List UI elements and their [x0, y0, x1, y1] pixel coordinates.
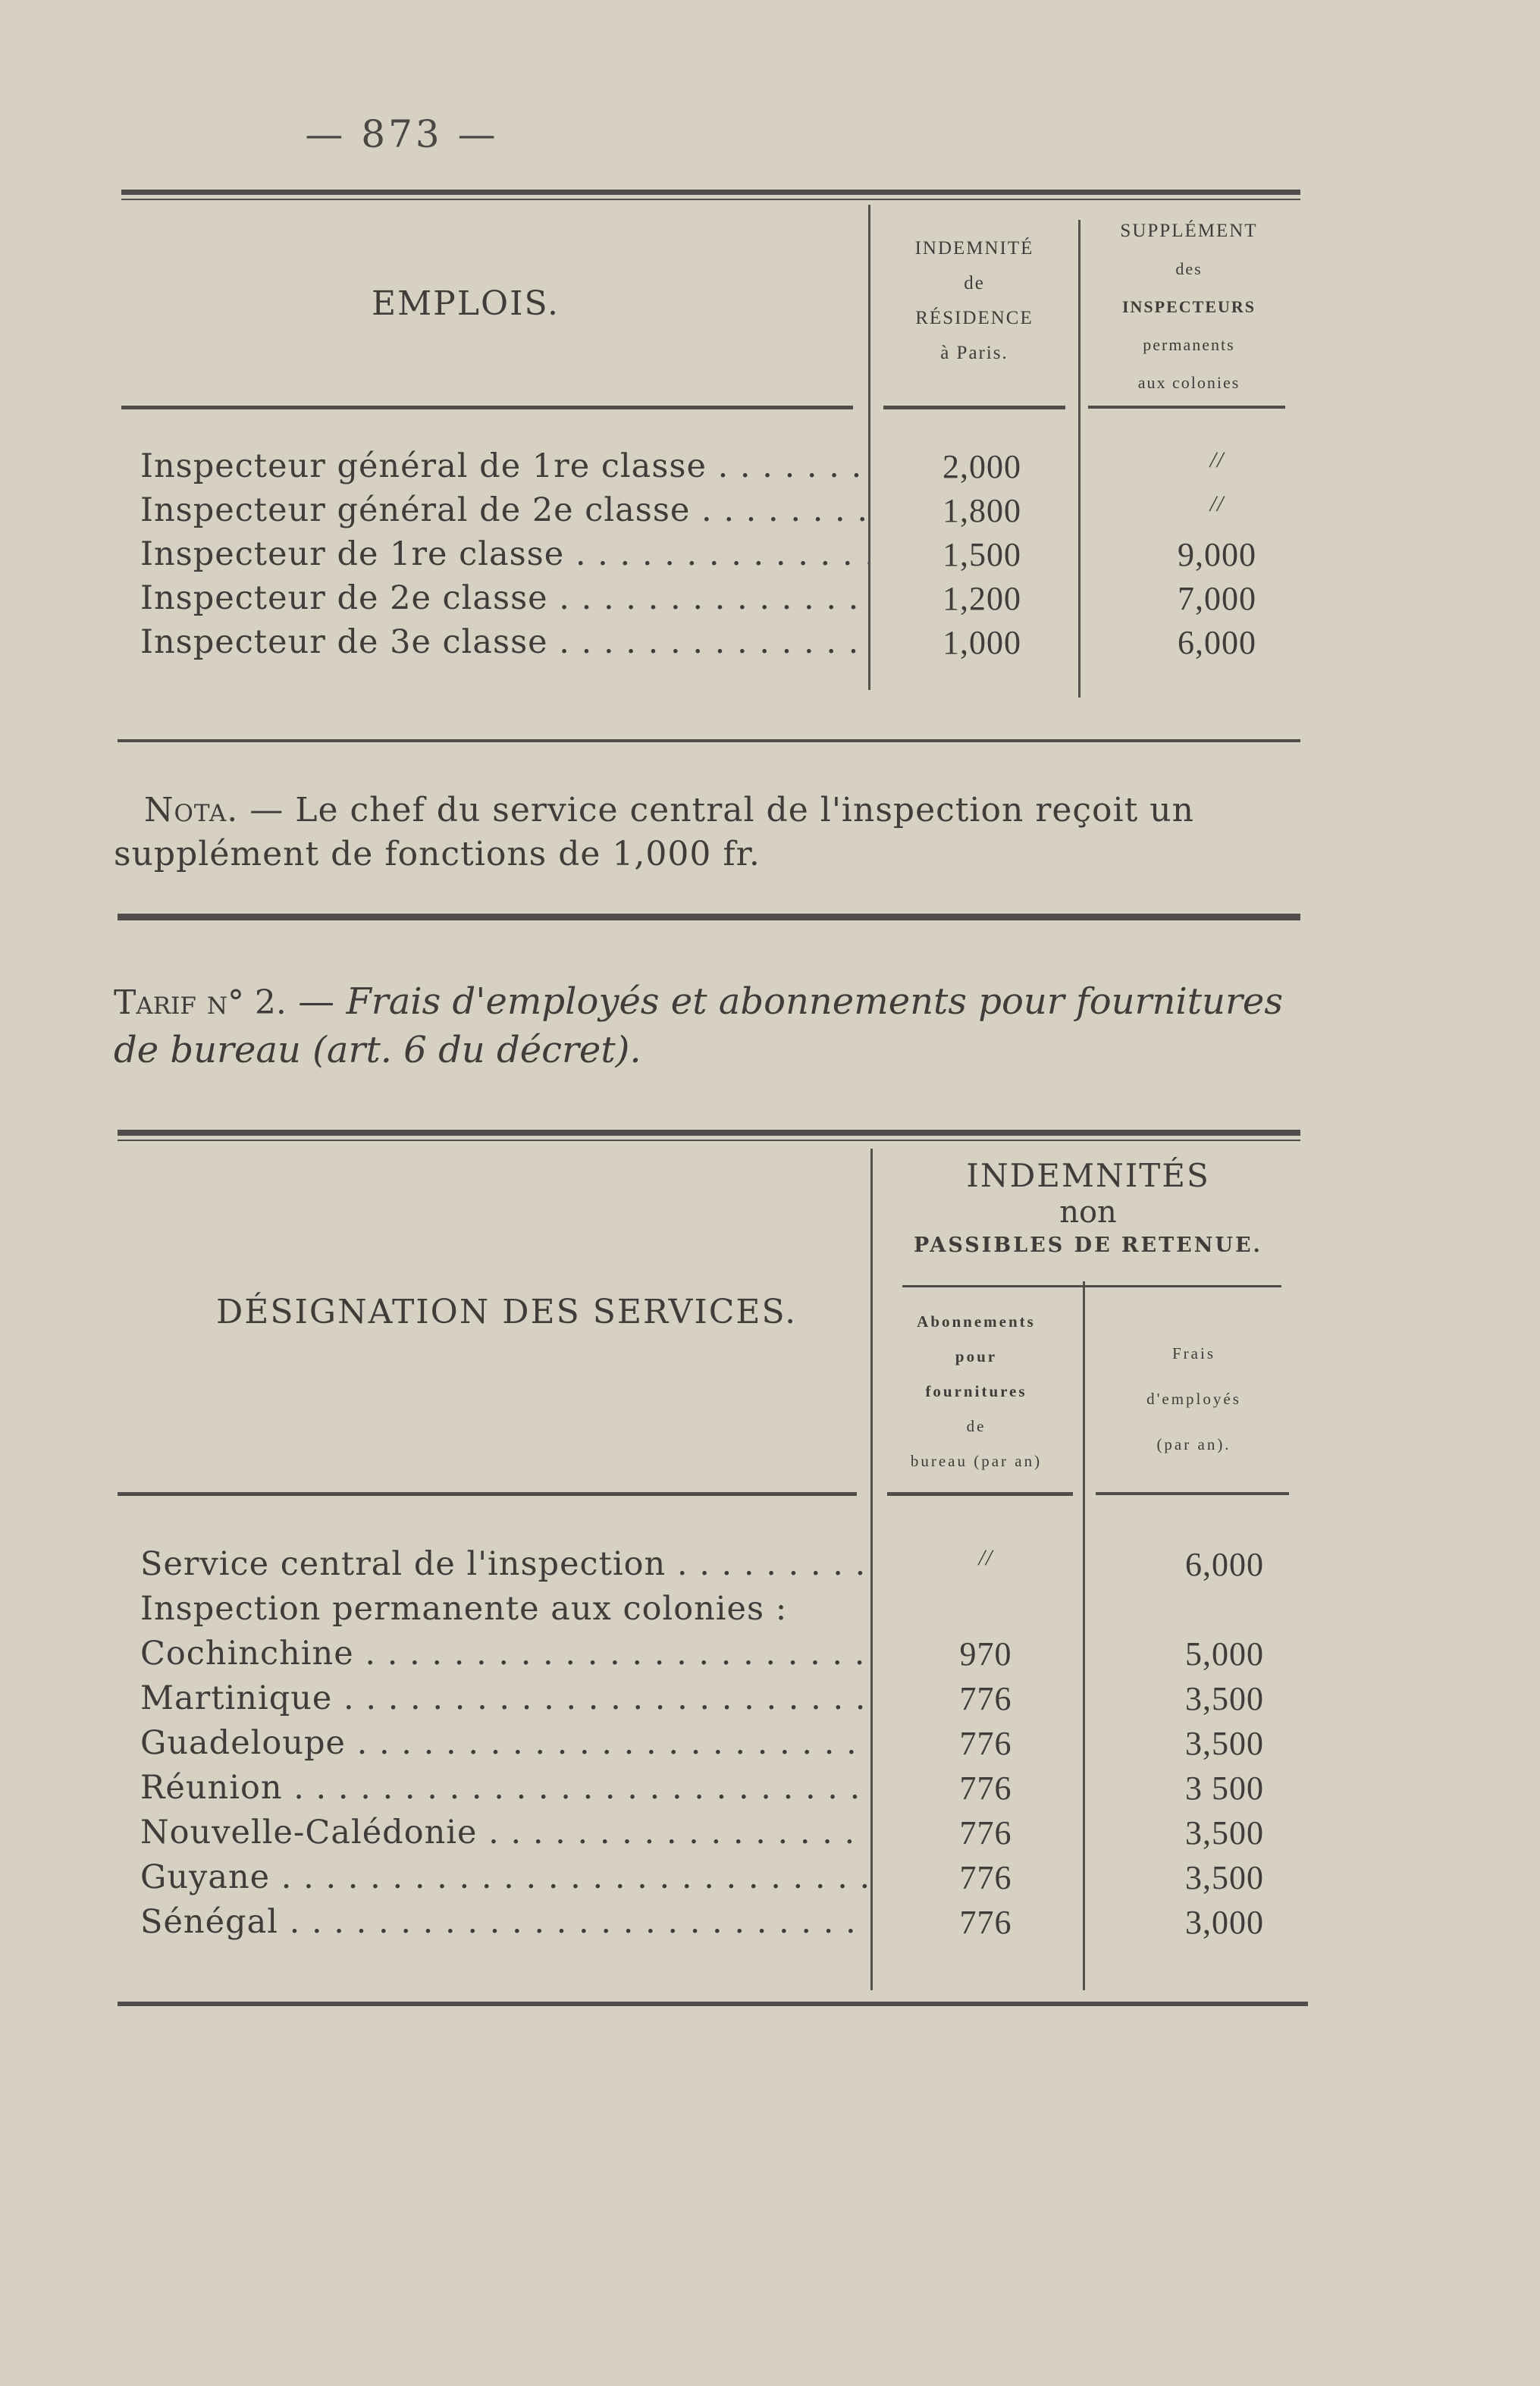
- abonnement-value: 776: [959, 1680, 1012, 1717]
- table1-top-rule-thin: [121, 199, 1300, 200]
- tarif-heading: [114, 978, 1327, 1074]
- abonnement-value: 776: [959, 1859, 1012, 1896]
- row-label: Guyane . . .: [140, 1858, 868, 1896]
- section-rule: [118, 914, 1300, 920]
- table2-group-rule: [902, 1285, 1281, 1287]
- table2-header-group: INDEMNITÉS non PASSIBLES DE RETENUE.: [914, 1157, 1262, 1257]
- frais-value: 3,500: [1185, 1814, 1264, 1851]
- abonnement-value: 776: [959, 1725, 1012, 1762]
- tarif-lead: Tarif n° 2.: [114, 983, 287, 1022]
- table2-top-rule-thin: [118, 1140, 1300, 1141]
- tarif-title: Frais d'employés et abonnements pour fournitures de bureau (art. 6 du décret).: [114, 980, 1283, 1071]
- row-label: Inspection permanente aux colonies :: [140, 1590, 788, 1628]
- row-label: Sénégal . . .: [140, 1903, 868, 1941]
- tarif-dash: —: [286, 980, 347, 1023]
- table2-header-designation: DÉSIGNATION DES SERVICES.: [216, 1293, 798, 1331]
- row-label: Inspecteur de 3e classe . . .: [140, 623, 868, 661]
- frais-value: 3 500: [1185, 1770, 1264, 1807]
- residence-value: 1,500: [943, 536, 1021, 573]
- row-label: Inspecteur général de 1re classe . . .: [140, 447, 868, 485]
- supplement-value: //: [1209, 447, 1225, 472]
- supplement-value: 9,000: [1178, 536, 1256, 573]
- abonnement-value: //: [978, 1545, 993, 1570]
- table1-header-rule-3: [1088, 406, 1285, 409]
- row-label: Nouvelle-Calédonie . . .: [140, 1814, 868, 1851]
- row-label: Guadeloupe . . .: [140, 1724, 868, 1762]
- table2-bottom-rule: [118, 2002, 1308, 2006]
- table1-header-supplement: SUPPLÉMENT des INSPECTEURS permanents aux colonies: [1120, 221, 1258, 392]
- frais-value: 3,000: [1185, 1904, 1264, 1941]
- row-label: Réunion . . .: [140, 1769, 868, 1807]
- abonnement-value: 776: [959, 1770, 1012, 1807]
- nota-text: — Le chef du service central de l'inspection reçoit un supplément de fonctions de 1,000 fr.: [114, 791, 1194, 873]
- table2-header-frais: Frais d'employés (par an).: [1146, 1344, 1241, 1453]
- table2-top-rule: [118, 1130, 1300, 1136]
- supplement-value: 6,000: [1178, 624, 1256, 661]
- nota-paragraph: [114, 789, 1312, 876]
- table2-header-rule-1: [118, 1492, 857, 1496]
- table2-header-abonnements: Abonnements pour fournitures de bureau (par an): [910, 1312, 1043, 1470]
- abonnement-value: 776: [959, 1904, 1012, 1941]
- supplement-value: //: [1209, 491, 1225, 516]
- table1-header-residence: INDEMNITÉ de RÉSIDENCE à Paris.: [914, 238, 1034, 363]
- table1-col-divider-1: [868, 205, 870, 690]
- frais-value: 3,500: [1185, 1680, 1264, 1717]
- residence-value: 1,000: [943, 624, 1021, 661]
- row-label: Martinique . . .: [140, 1679, 868, 1717]
- frais-value: 6,000: [1185, 1546, 1264, 1583]
- table2-col-divider-1: [870, 1149, 873, 1990]
- nota-lead: Nota.: [144, 791, 239, 829]
- table1-header-rule-2: [883, 406, 1065, 409]
- residence-value: 1,800: [943, 492, 1021, 529]
- abonnement-value: 776: [959, 1814, 1012, 1851]
- row-label: Service central de l'inspection . . .: [140, 1545, 868, 1583]
- table1-header-emplois: EMPLOIS.: [372, 284, 560, 323]
- row-label: Inspecteur de 2e classe . . .: [140, 579, 868, 617]
- row-label: Cochinchine . . .: [140, 1635, 868, 1673]
- table2-header-rule-2: [887, 1492, 1073, 1496]
- table2-col-divider-2: [1083, 1281, 1085, 1990]
- row-label: Inspecteur de 1re classe . . .: [140, 535, 868, 573]
- row-label: Inspecteur général de 2e classe . . .: [140, 491, 868, 529]
- frais-value: 5,000: [1185, 1635, 1264, 1673]
- table1-header-rule-1: [121, 406, 853, 409]
- page-number: — 873 —: [305, 112, 499, 156]
- frais-value: 3,500: [1185, 1859, 1264, 1896]
- residence-value: 1,200: [943, 580, 1021, 617]
- table1-col-divider-2: [1078, 220, 1081, 698]
- residence-value: 2,000: [943, 448, 1021, 485]
- supplement-value: 7,000: [1178, 580, 1256, 617]
- table1-top-rule: [121, 190, 1300, 195]
- table2-header-rule-3: [1096, 1492, 1289, 1495]
- frais-value: 3,500: [1185, 1725, 1264, 1762]
- abonnement-value: 970: [959, 1635, 1012, 1673]
- table1-bottom-rule: [118, 739, 1300, 742]
